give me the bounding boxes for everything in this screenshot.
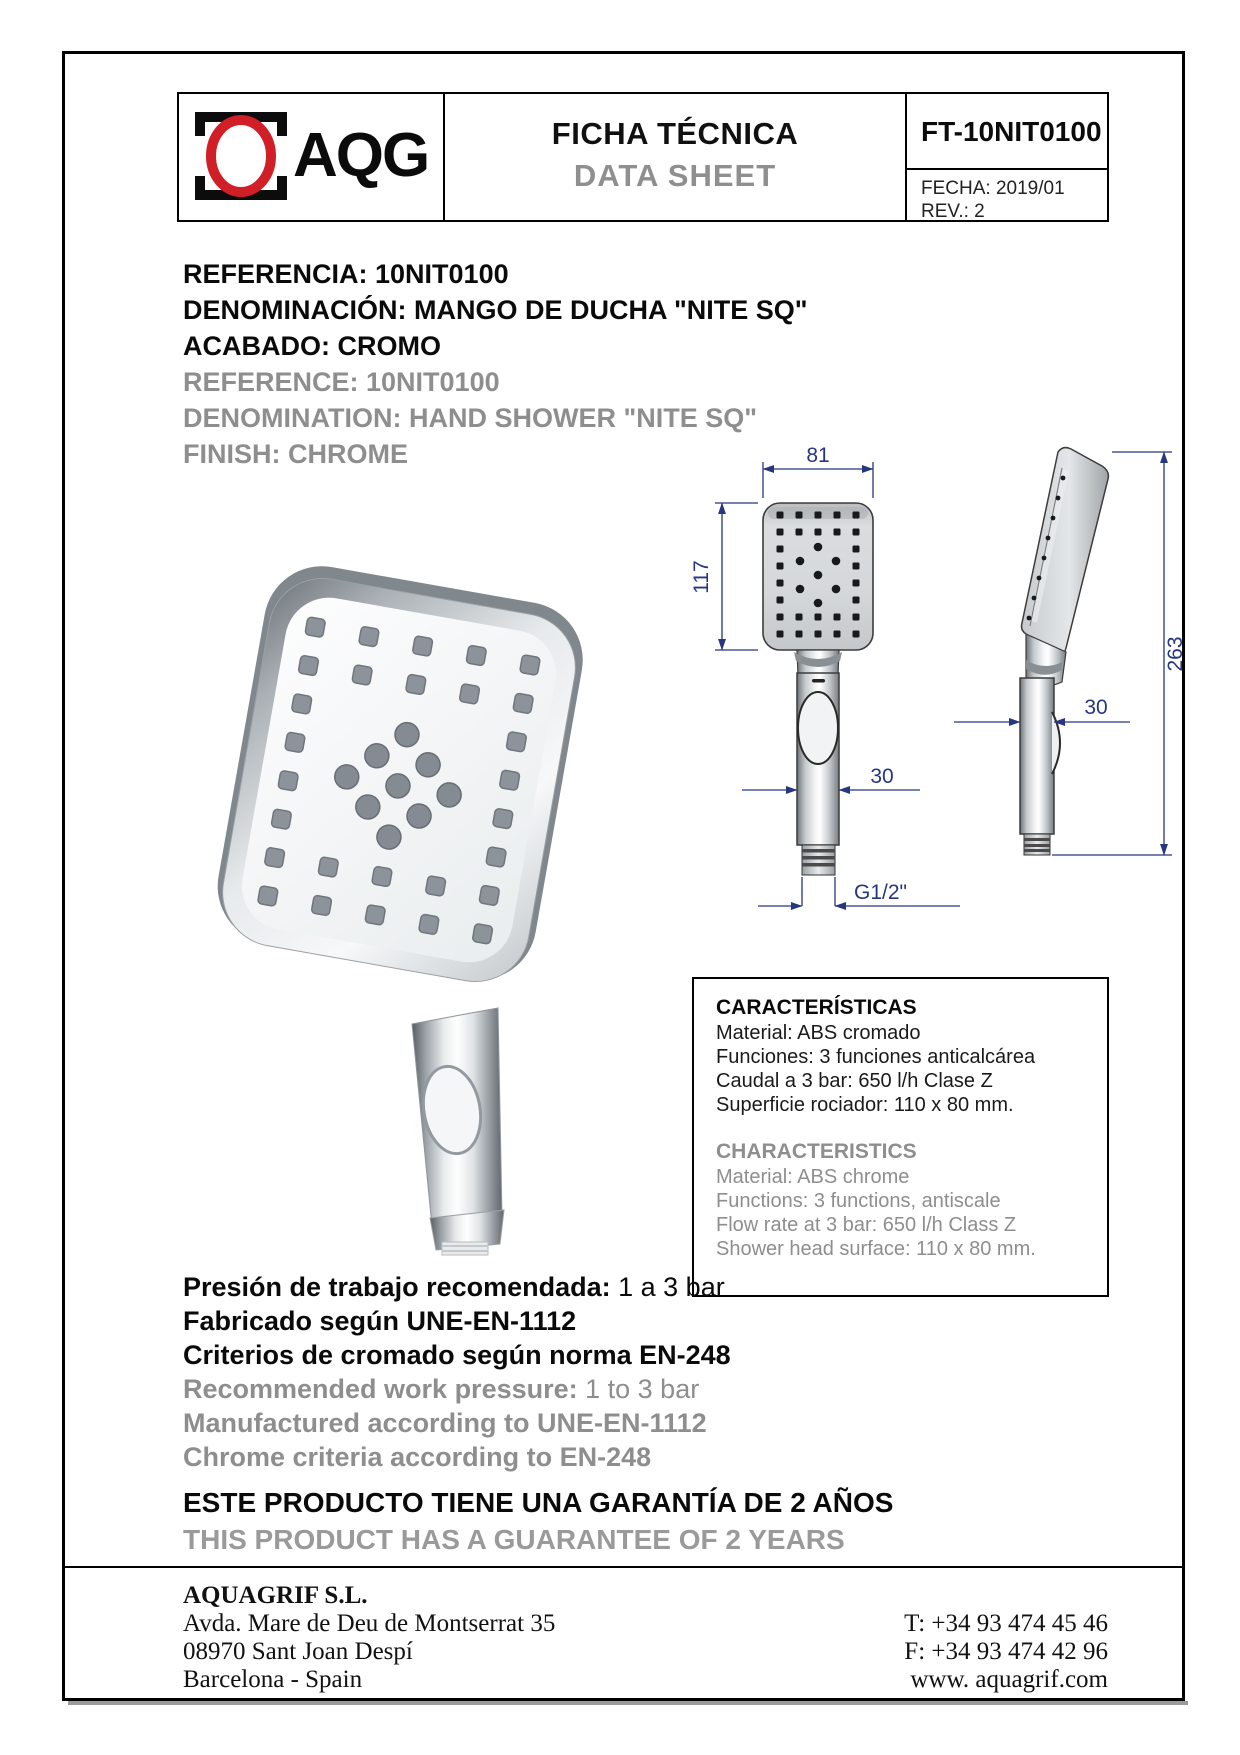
dim-head-height-label: 117: [690, 560, 713, 594]
characteristics-box: [692, 977, 1109, 1297]
doc-title-es: FICHA TÉCNICA: [551, 116, 799, 151]
technical-drawing: [630, 390, 1190, 980]
pressure-en-line: [183, 1406, 731, 1440]
referencia-es: REFERENCIA: 10NIT0100: [183, 259, 509, 289]
characteristics-es-line: Superficie rociador: 110 x 80 mm.: [716, 1094, 1014, 1116]
guarantee-es: ESTE PRODUCTO TIENE UNA GARANTÍA DE 2 AÑOS: [183, 1487, 894, 1518]
logo-red-ring: [211, 120, 271, 192]
address-line-2: 08970 Sant Joan Despí: [183, 1638, 413, 1665]
pressure-en-bold: Chrome criteria according to EN-248: [183, 1442, 652, 1472]
pressure-en-bold: Recommended work pressure:: [183, 1374, 578, 1404]
pressure-en-rest: 1 to 3 bar: [577, 1374, 700, 1404]
denominacion-es: DENOMINACIÓN: MANGO DE DUCHA "NITE SQ": [183, 295, 808, 325]
characteristics-en-title: CHARACTERISTICS: [716, 1140, 917, 1163]
doc-code-cell: [907, 94, 1107, 170]
reference-en: REFERENCE: 10NIT0100: [183, 367, 500, 397]
characteristics-en: [716, 1139, 1107, 1261]
title-cell: [445, 94, 907, 220]
phone-number: T: +34 93 474 45 46: [904, 1610, 1108, 1637]
photo-handle: [412, 1008, 504, 1255]
footer: [183, 1582, 1108, 1697]
pressure-en-bold: Manufactured according to UNE-EN-1112: [183, 1408, 707, 1438]
doc-title-en: DATA SHEET: [573, 158, 777, 193]
pressure-es-bold: Presión de trabajo recomendada:: [183, 1272, 611, 1302]
characteristics-en-line: Material: ABS chrome: [716, 1166, 910, 1188]
pressure-en-line: [183, 1440, 731, 1474]
characteristics-es-line: Material: ABS cromado: [716, 1022, 921, 1044]
pressure-es-line: [183, 1304, 731, 1338]
pressure-en-line: [183, 1372, 731, 1406]
address-line-3: Barcelona - Spain: [183, 1666, 363, 1693]
characteristics-es-line: Caudal a 3 bar: 650 l/h Clase Z: [716, 1070, 993, 1092]
pressure-es-bold: Criterios de cromado según norma EN-248: [183, 1340, 731, 1370]
address-line-1: Avda. Mare de Deu de Montserrat 35: [183, 1610, 556, 1637]
product-photo: [180, 482, 610, 1257]
finish-en: FINISH: CHROME: [183, 439, 408, 469]
website: www. aquagrif.com: [910, 1666, 1108, 1693]
pressure-es-rest: 1 a 3 bar: [610, 1272, 725, 1302]
company-name: AQUAGRIF S.L.: [183, 1582, 368, 1609]
characteristics-es-line: Funciones: 3 funciones anticalcárea: [716, 1046, 1036, 1068]
acabado-es: ACABADO: CROMO: [183, 331, 441, 361]
doc-date: FECHA: 2019/01: [921, 178, 1065, 199]
pressure-norms-block: [183, 1270, 731, 1474]
dim-handle-depth-label: 30: [1084, 696, 1108, 719]
characteristics-en-line: Functions: 3 functions, antiscale: [716, 1190, 1001, 1212]
characteristics-es-title: CARACTERÍSTICAS: [716, 996, 917, 1019]
guarantee-en: THIS PRODUCT HAS A GUARANTEE OF 2 YEARS: [183, 1524, 845, 1555]
header-table: [177, 92, 1109, 222]
pressure-es-line: [183, 1338, 731, 1372]
dim-handle-width-label: 30: [870, 765, 894, 788]
page-border-shadow: [68, 1701, 1188, 1705]
denomination-en: DENOMINATION: HAND SHOWER "NITE SQ": [183, 403, 758, 433]
logo-wordmark: AQG: [293, 121, 429, 190]
doc-revision: REV.: 2: [921, 201, 985, 222]
front-view: [763, 503, 873, 875]
footer-divider: [62, 1566, 1185, 1568]
pressure-es-bold: Fabricado según UNE-EN-1112: [183, 1306, 577, 1336]
photo-head: [208, 557, 592, 991]
characteristics-es: [716, 995, 1107, 1117]
characteristics-en-line: Flow rate at 3 bar: 650 l/h Class Z: [716, 1214, 1017, 1236]
characteristics-en-line: Shower head surface: 110 x 80 mm.: [716, 1238, 1036, 1260]
dim-head-width-label: 81: [806, 444, 830, 467]
doc-info-cell: [907, 94, 1107, 220]
guarantee-block: [183, 1484, 893, 1558]
logo-cell: [179, 94, 445, 220]
side-view: [1020, 448, 1108, 855]
dim-thread-label: G1/2": [854, 881, 907, 904]
fax-number: F: +34 93 474 42 96: [904, 1638, 1108, 1665]
aqg-logo-icon: [189, 104, 293, 208]
pressure-es-line: [183, 1270, 731, 1304]
dim-total-height-label: 263: [1164, 636, 1187, 672]
doc-code: FT-10NIT0100: [921, 116, 1102, 147]
